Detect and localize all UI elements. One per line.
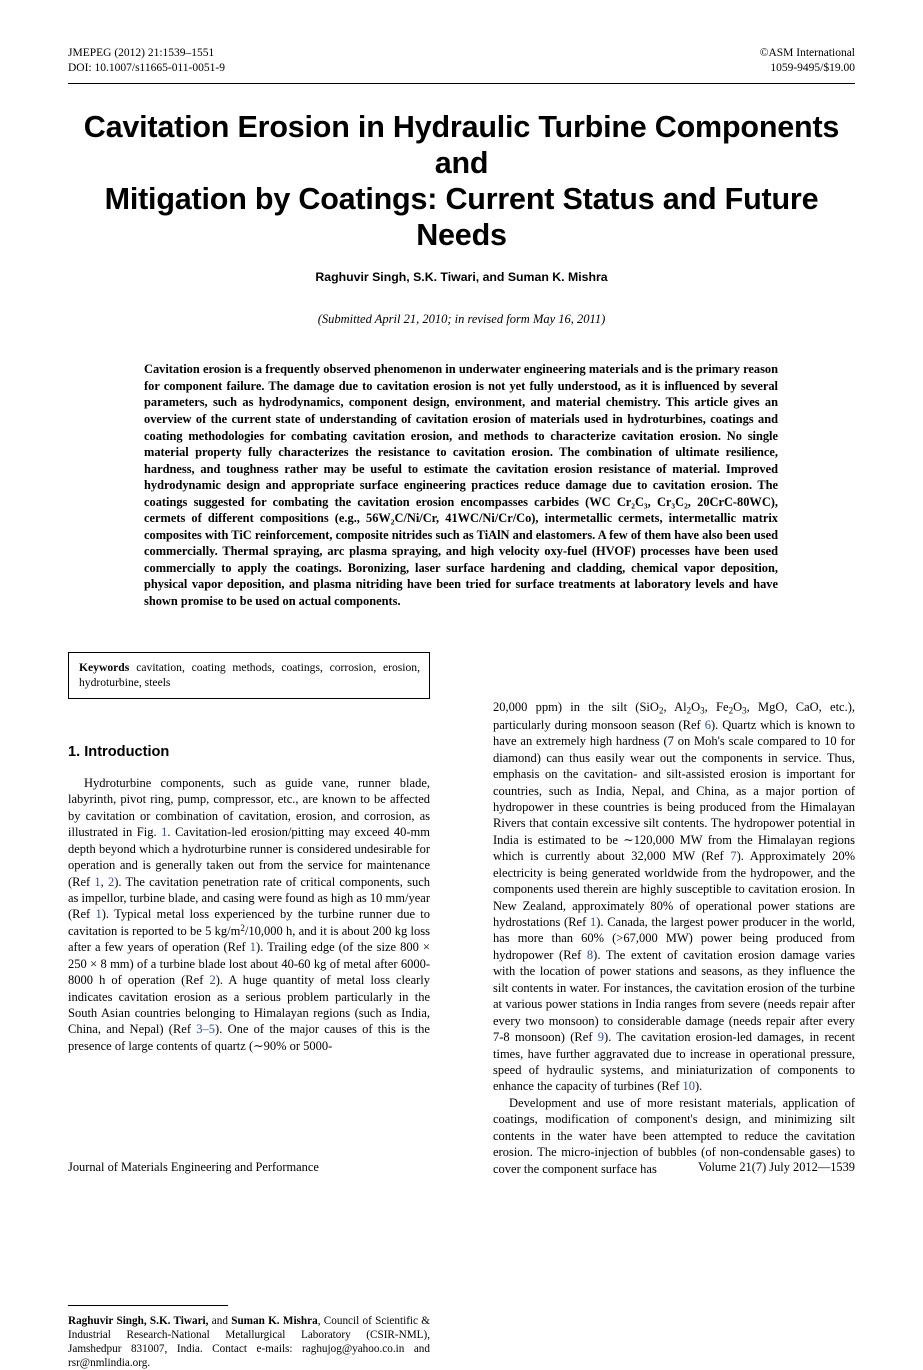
keywords-box — [68, 652, 430, 699]
page-title — [68, 110, 855, 254]
paragraph-intro-1: Hydroturbine components, such as guide vane, runner blade, labyrinth, pivot ring, pump, compressor, etc., are known to be affected by cavitation or combination of cavitation, erosion, and corrosion, as illustrated in Fig. 1. Cavitation-led erosion/pitting may exceed 40-mm depth beyond which a hydroturbine runner is considered undesirable for operation and is generally taken out from the service for maintenance (Ref 1, 2). The cavitation penetration rate of critical components, such as impellor, turbine blade, and casing were found as high as 10 mm/year (Ref 1). Typical metal loss experienced by the turbine runner due to cavitation is reported to be 5 $kg/m^2/10,000$ h, and it is about 200 kg loss after a few years of operation (Ref 1). Trailing edge (of the size 800 × 250 × 8 mm) of a turbine blade lost about 40-60 kg of metal after 6000-8000 h of operation (Ref 2). A huge quantity of metal loss clearly indicates cavitation erosion as a serious problem particularly in the South Asian countries belonging to Himalayan regions (such as India, China, and Nepal) (Ref 3–5). One of the major causes of this is the presence of large contents of quartz (∼90% or 5000- — [68, 775, 431, 1053]
keywords-list: cavitation, coating methods, coatings, corrosion, erosion, hydroturbine, steels — [79, 660, 420, 689]
journal-header-right — [760, 46, 855, 75]
publisher-text: ©ASM International — [759, 47, 855, 59]
page-footer — [68, 1160, 855, 1175]
ref-link-3-5[interactable]: 3–5 — [196, 1022, 216, 1037]
header-divider — [68, 83, 855, 84]
journal-header-left — [68, 46, 225, 75]
ref-link-1d[interactable]: 1 — [589, 915, 597, 930]
doi-text: DOI: 10.1007/s11665-011-0051-9 — [68, 61, 225, 74]
footnote-authors-bold-2: Suman K. Mishra — [231, 1314, 318, 1327]
author-affiliation-footnote — [68, 1305, 430, 1370]
footnote-affiliation-text: , Council of Scientific & Industrial Research-National Metallurgical Laboratory (CSIR-NML), Jamshedpur 831007, India. Contact e-mails: raghujog@yahoo.co.in and rsr@nmlindia.org. — [68, 1314, 430, 1369]
journal-reference: JMEPEG (2012) 21:1539–1551 — [68, 47, 215, 59]
ref-link-2a[interactable]: 2 — [107, 874, 115, 889]
keywords-label: Keywords — [79, 660, 130, 674]
footnote-conjunction: and — [208, 1314, 232, 1327]
ref-link-10[interactable]: 10 — [682, 1079, 695, 1094]
footnote-divider — [68, 1305, 228, 1306]
footer-journal-name: Journal of Materials Engineering and Performance — [68, 1160, 319, 1174]
section-heading-introduction: 1. Introduction — [68, 743, 170, 760]
ref-link-1c[interactable]: 1 — [249, 940, 257, 955]
paragraph-intro-1-cont: 20,000 ppm) in the silt (SiO$_2$, $Al_2O_3$, $Fe_2O_3$, MgO, CaO, etc.), particularly during monsoon season (Ref 6). Quartz which is known to have an extremely high hardness (7 on Moh's scale compared to 10 for diamond) can thus easily wear out the components in service. Thus, emphasis on the cavitation- and silt-assisted erosion is important for countries, such as India, Nepal, and China, as a major portion of hydropower in these countries is being produced from the Himalayan Rivers that contain excessive silt contents. The hydropower potential in India is estimated to be ∼120,000 MW from the Himalayan regions which is currently about 32,000 MW (Ref 7). Approximately 20% electricity is being generated worldwide from the hydropower, and the components used therein are highly susceptible to cavitation erosion. In New Zealand, approximately 80% of operational power stations are hydrostations (Ref 1). Canada, the largest power producer in the world, has more than 60% (>67,000 MW) power being produced from hydropower (Ref 8). The extent of cavitation erosion damage varies with the location of power stations and seasons, as they influence the silt contents in water. For instances, the cavitation erosion of the turbine at various power stations in India ranges from severe (needs repair after every two monsoon) to considerable damage (needs repair after every 7-8 monsoon) (Ref 9). The cavitation erosion-led damages, in recent times, have further aggravated due to increase in operational pressure, speed of hydraulic systems, and miniaturization of components to enhance the capacity of turbines (Ref 10). — [493, 699, 856, 1094]
title-line-2: Mitigation by Coatings: Current Status and Future Needs — [104, 182, 819, 253]
title-line-1: Cavitation Erosion in Hydraulic Turbine Components and — [83, 110, 840, 181]
body-columns — [68, 699, 856, 1369]
ref-link-6[interactable]: 6 — [704, 717, 711, 732]
ref-link-9[interactable]: 9 — [597, 1030, 605, 1045]
column-right — [493, 699, 855, 1177]
author-list: Raghuvir Singh, S.K. Tiwari, and Suman K. Mishra — [315, 270, 608, 285]
footnote-authors-bold-1: Raghuvir Singh, S.K. Tiwari, — [68, 1314, 209, 1327]
footer-volume-page: Volume 21(7) July 2012—1539 — [697, 1160, 855, 1174]
figure-link-1[interactable]: 1 — [161, 825, 168, 840]
ref-link-2b[interactable]: 2 — [209, 973, 216, 988]
ref-link-1a[interactable]: 1 — [94, 874, 101, 889]
submission-dates: (Submitted April 21, 2010; in revised form May 16, 2011) — [317, 312, 606, 327]
paragraph-intro-2: Development and use of more resistant materials, application of coatings, modification of component's design, and minimizing silt contents in the water have been attempted to reduce the cavitation erosion. The micro-injection of bubbles (of non-condensable gases) to cover the component surface has — [493, 1095, 855, 1176]
ref-link-1b[interactable]: 1 — [95, 907, 102, 922]
issn-price-text: 1059-9495/$19.00 — [770, 61, 855, 74]
ref-link-7[interactable]: 7 — [730, 849, 737, 864]
journal-header — [68, 46, 855, 75]
ref-link-8[interactable]: 8 — [586, 947, 594, 962]
page-content — [68, 46, 856, 1369]
abstract-text: Cavitation erosion is a frequently observed phenomenon in underwater engineering materials and is the primary reason for component failure. The damage due to cavitation erosion is not yet fully understood, as it is influenced by several parameters, such as hydrodynamics, component design, environment, and material chemistry. This article gives an overview of the current state of understanding of cavitation erosion of materials used in hydroturbines, coatings and coating methodologies for combating cavitation erosion, and methods to characterize cavitation erosion. No single material property fully characterizes the resistance to cavitation erosion. The combination of ultimate resilience, hardness, and toughness rather may be useful to estimate the cavitation erosion resistance of material. Improved hydrodynamic design and appropriate surface engineering practices reduce damage due to cavitation erosion. The coatings suggested for combating the cavitation erosion encompasses carbides (WC Cr₂C₃, Cr₃C₂, 20CrC-80WC), cermets of different compositions (e.g., 56W₂C/Ni/Cr, 41WC/Ni/Cr/Co), intermetallic cermets, intermetallic matrix composites with TiC reinforcement, composite nitrides such as TiAlN and elastomers. A few of them have also been used commercially. Thermal spraying, arc plasma spraying, and high velocity oxy-fuel (HVOF) processes have been used commercially to apply the coatings. Boronizing, laser surface hardening and cladding, chemical vapor deposition, physical vapor deposition, and plasma nitriding have been tried for surface treatments at laboratory levels and have shown promise to be used on actual components. — [144, 362, 778, 609]
